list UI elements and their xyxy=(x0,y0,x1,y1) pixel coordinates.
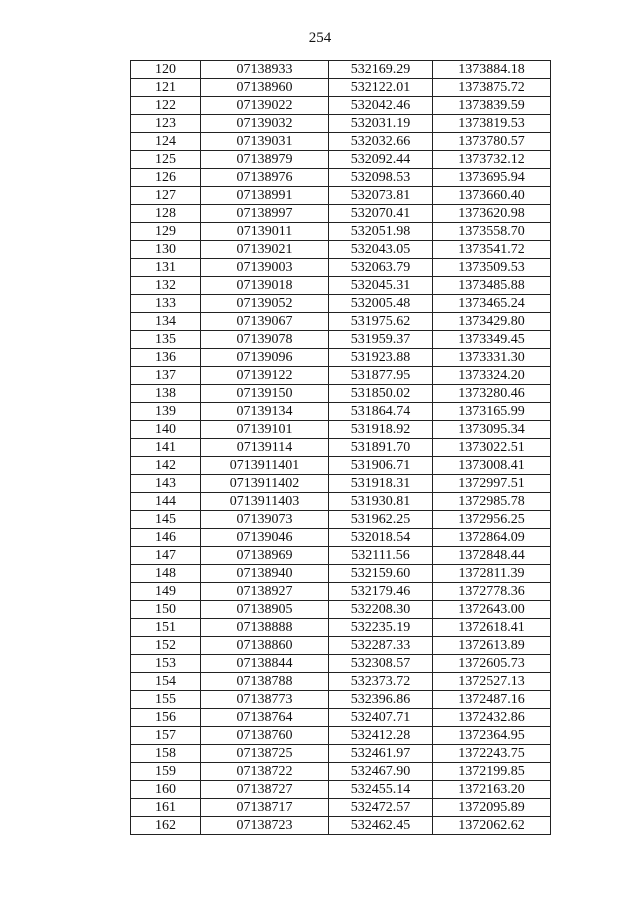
code-cell: 07138773 xyxy=(201,691,329,709)
x-coordinate-cell: 532472.57 xyxy=(329,799,433,817)
y-coordinate-cell: 1372811.39 xyxy=(433,565,551,583)
y-coordinate-cell: 1373509.53 xyxy=(433,259,551,277)
code-cell: 07138717 xyxy=(201,799,329,817)
table-row xyxy=(131,709,551,727)
code-cell: 0713911401 xyxy=(201,457,329,475)
coordinates-table xyxy=(130,60,551,835)
x-coordinate-cell: 532407.71 xyxy=(329,709,433,727)
code-cell: 07138844 xyxy=(201,655,329,673)
code-cell: 07138969 xyxy=(201,547,329,565)
x-coordinate-cell: 532208.30 xyxy=(329,601,433,619)
x-coordinate-cell: 531906.71 xyxy=(329,457,433,475)
point-number-cell: 122 xyxy=(131,97,201,115)
code-cell: 07138788 xyxy=(201,673,329,691)
point-number-cell: 140 xyxy=(131,421,201,439)
table-row xyxy=(131,151,551,169)
y-coordinate-cell: 1373732.12 xyxy=(433,151,551,169)
y-coordinate-cell: 1373695.94 xyxy=(433,169,551,187)
point-number-cell: 143 xyxy=(131,475,201,493)
point-number-cell: 154 xyxy=(131,673,201,691)
point-number-cell: 123 xyxy=(131,115,201,133)
table-row xyxy=(131,817,551,835)
y-coordinate-cell: 1373429.80 xyxy=(433,313,551,331)
y-coordinate-cell: 1373095.34 xyxy=(433,421,551,439)
code-cell: 07138997 xyxy=(201,205,329,223)
y-coordinate-cell: 1373331.30 xyxy=(433,349,551,367)
x-coordinate-cell: 531918.92 xyxy=(329,421,433,439)
point-number-cell: 160 xyxy=(131,781,201,799)
code-cell: 0713911402 xyxy=(201,475,329,493)
point-number-cell: 147 xyxy=(131,547,201,565)
x-coordinate-cell: 532179.46 xyxy=(329,583,433,601)
table-row xyxy=(131,115,551,133)
code-cell: 07138991 xyxy=(201,187,329,205)
table-row xyxy=(131,421,551,439)
x-coordinate-cell: 532018.54 xyxy=(329,529,433,547)
x-coordinate-cell: 532063.79 xyxy=(329,259,433,277)
point-number-cell: 131 xyxy=(131,259,201,277)
code-cell: 07138905 xyxy=(201,601,329,619)
code-cell: 07139018 xyxy=(201,277,329,295)
y-coordinate-cell: 1373165.99 xyxy=(433,403,551,421)
point-number-cell: 126 xyxy=(131,169,201,187)
x-coordinate-cell: 532467.90 xyxy=(329,763,433,781)
x-coordinate-cell: 532412.28 xyxy=(329,727,433,745)
point-number-cell: 155 xyxy=(131,691,201,709)
point-number-cell: 156 xyxy=(131,709,201,727)
x-coordinate-cell: 532373.72 xyxy=(329,673,433,691)
point-number-cell: 152 xyxy=(131,637,201,655)
point-number-cell: 132 xyxy=(131,277,201,295)
x-coordinate-cell: 532122.01 xyxy=(329,79,433,97)
table-row xyxy=(131,475,551,493)
x-coordinate-cell: 532169.29 xyxy=(329,61,433,79)
code-cell: 07139114 xyxy=(201,439,329,457)
table-row xyxy=(131,763,551,781)
table-row xyxy=(131,133,551,151)
code-cell: 07139021 xyxy=(201,241,329,259)
table-body xyxy=(131,61,551,835)
table-row xyxy=(131,727,551,745)
y-coordinate-cell: 1372618.41 xyxy=(433,619,551,637)
table-row xyxy=(131,403,551,421)
x-coordinate-cell: 532005.48 xyxy=(329,295,433,313)
point-number-cell: 133 xyxy=(131,295,201,313)
code-cell: 07138933 xyxy=(201,61,329,79)
code-cell: 0713911403 xyxy=(201,493,329,511)
code-cell: 07138940 xyxy=(201,565,329,583)
table-row xyxy=(131,205,551,223)
code-cell: 07139003 xyxy=(201,259,329,277)
x-coordinate-cell: 532045.31 xyxy=(329,277,433,295)
y-coordinate-cell: 1372643.00 xyxy=(433,601,551,619)
code-cell: 07138976 xyxy=(201,169,329,187)
y-coordinate-cell: 1372364.95 xyxy=(433,727,551,745)
code-cell: 07138725 xyxy=(201,745,329,763)
point-number-cell: 128 xyxy=(131,205,201,223)
table-row xyxy=(131,781,551,799)
code-cell: 07139032 xyxy=(201,115,329,133)
point-number-cell: 130 xyxy=(131,241,201,259)
y-coordinate-cell: 1372243.75 xyxy=(433,745,551,763)
code-cell: 07139150 xyxy=(201,385,329,403)
table-row xyxy=(131,799,551,817)
code-cell: 07139067 xyxy=(201,313,329,331)
x-coordinate-cell: 532461.97 xyxy=(329,745,433,763)
table-row xyxy=(131,61,551,79)
table-row xyxy=(131,331,551,349)
y-coordinate-cell: 1372613.89 xyxy=(433,637,551,655)
x-coordinate-cell: 532159.60 xyxy=(329,565,433,583)
code-cell: 07139011 xyxy=(201,223,329,241)
point-number-cell: 125 xyxy=(131,151,201,169)
y-coordinate-cell: 1372432.86 xyxy=(433,709,551,727)
x-coordinate-cell: 531959.37 xyxy=(329,331,433,349)
code-cell: 07138722 xyxy=(201,763,329,781)
table-row xyxy=(131,637,551,655)
point-number-cell: 138 xyxy=(131,385,201,403)
y-coordinate-cell: 1373884.18 xyxy=(433,61,551,79)
y-coordinate-cell: 1373485.88 xyxy=(433,277,551,295)
x-coordinate-cell: 532073.81 xyxy=(329,187,433,205)
x-coordinate-cell: 532070.41 xyxy=(329,205,433,223)
point-number-cell: 145 xyxy=(131,511,201,529)
point-number-cell: 141 xyxy=(131,439,201,457)
point-number-cell: 158 xyxy=(131,745,201,763)
point-number-cell: 121 xyxy=(131,79,201,97)
x-coordinate-cell: 531962.25 xyxy=(329,511,433,529)
point-number-cell: 153 xyxy=(131,655,201,673)
y-coordinate-cell: 1372605.73 xyxy=(433,655,551,673)
point-number-cell: 136 xyxy=(131,349,201,367)
page-number: 254 xyxy=(308,30,332,46)
table-row xyxy=(131,259,551,277)
table-row xyxy=(131,529,551,547)
y-coordinate-cell: 1372527.13 xyxy=(433,673,551,691)
y-coordinate-cell: 1373465.24 xyxy=(433,295,551,313)
code-cell: 07138727 xyxy=(201,781,329,799)
code-cell: 07139052 xyxy=(201,295,329,313)
y-coordinate-cell: 1373620.98 xyxy=(433,205,551,223)
code-cell: 07138723 xyxy=(201,817,329,835)
point-number-cell: 127 xyxy=(131,187,201,205)
table-row xyxy=(131,169,551,187)
y-coordinate-cell: 1372864.09 xyxy=(433,529,551,547)
code-cell: 07138860 xyxy=(201,637,329,655)
table-row xyxy=(131,79,551,97)
table-row xyxy=(131,493,551,511)
table-row xyxy=(131,241,551,259)
y-coordinate-cell: 1373875.72 xyxy=(433,79,551,97)
x-coordinate-cell: 531930.81 xyxy=(329,493,433,511)
y-coordinate-cell: 1373780.57 xyxy=(433,133,551,151)
x-coordinate-cell: 532042.46 xyxy=(329,97,433,115)
table-row xyxy=(131,97,551,115)
code-cell: 07138927 xyxy=(201,583,329,601)
y-coordinate-cell: 1372199.85 xyxy=(433,763,551,781)
code-cell: 07139022 xyxy=(201,97,329,115)
table-row xyxy=(131,313,551,331)
y-coordinate-cell: 1372163.20 xyxy=(433,781,551,799)
point-number-cell: 159 xyxy=(131,763,201,781)
point-number-cell: 144 xyxy=(131,493,201,511)
table-row xyxy=(131,619,551,637)
point-number-cell: 161 xyxy=(131,799,201,817)
x-coordinate-cell: 531891.70 xyxy=(329,439,433,457)
table-row xyxy=(131,223,551,241)
point-number-cell: 124 xyxy=(131,133,201,151)
y-coordinate-cell: 1373280.46 xyxy=(433,385,551,403)
coordinates-table-container xyxy=(130,60,551,835)
table-row xyxy=(131,547,551,565)
y-coordinate-cell: 1372062.62 xyxy=(433,817,551,835)
y-coordinate-cell: 1373558.70 xyxy=(433,223,551,241)
x-coordinate-cell: 532051.98 xyxy=(329,223,433,241)
point-number-cell: 135 xyxy=(131,331,201,349)
point-number-cell: 142 xyxy=(131,457,201,475)
x-coordinate-cell: 531918.31 xyxy=(329,475,433,493)
table-row xyxy=(131,187,551,205)
x-coordinate-cell: 532235.19 xyxy=(329,619,433,637)
y-coordinate-cell: 1373008.41 xyxy=(433,457,551,475)
x-coordinate-cell: 532043.05 xyxy=(329,241,433,259)
code-cell: 07139073 xyxy=(201,511,329,529)
y-coordinate-cell: 1373839.59 xyxy=(433,97,551,115)
point-number-cell: 151 xyxy=(131,619,201,637)
code-cell: 07138979 xyxy=(201,151,329,169)
table-row xyxy=(131,439,551,457)
code-cell: 07139134 xyxy=(201,403,329,421)
code-cell: 07138764 xyxy=(201,709,329,727)
point-number-cell: 148 xyxy=(131,565,201,583)
y-coordinate-cell: 1373819.53 xyxy=(433,115,551,133)
point-number-cell: 162 xyxy=(131,817,201,835)
point-number-cell: 150 xyxy=(131,601,201,619)
point-number-cell: 129 xyxy=(131,223,201,241)
code-cell: 07139101 xyxy=(201,421,329,439)
x-coordinate-cell: 532032.66 xyxy=(329,133,433,151)
y-coordinate-cell: 1372778.36 xyxy=(433,583,551,601)
code-cell: 07139122 xyxy=(201,367,329,385)
table-row xyxy=(131,565,551,583)
code-cell: 07139078 xyxy=(201,331,329,349)
table-row xyxy=(131,511,551,529)
x-coordinate-cell: 531850.02 xyxy=(329,385,433,403)
code-cell: 07138960 xyxy=(201,79,329,97)
table-row xyxy=(131,601,551,619)
point-number-cell: 146 xyxy=(131,529,201,547)
table-row xyxy=(131,673,551,691)
y-coordinate-cell: 1372095.89 xyxy=(433,799,551,817)
y-coordinate-cell: 1373660.40 xyxy=(433,187,551,205)
table-row xyxy=(131,655,551,673)
table-row xyxy=(131,583,551,601)
code-cell: 07139031 xyxy=(201,133,329,151)
y-coordinate-cell: 1372985.78 xyxy=(433,493,551,511)
point-number-cell: 157 xyxy=(131,727,201,745)
y-coordinate-cell: 1372956.25 xyxy=(433,511,551,529)
code-cell: 07138760 xyxy=(201,727,329,745)
y-coordinate-cell: 1372997.51 xyxy=(433,475,551,493)
x-coordinate-cell: 531923.88 xyxy=(329,349,433,367)
point-number-cell: 139 xyxy=(131,403,201,421)
code-cell: 07138888 xyxy=(201,619,329,637)
x-coordinate-cell: 532396.86 xyxy=(329,691,433,709)
y-coordinate-cell: 1372848.44 xyxy=(433,547,551,565)
point-number-cell: 149 xyxy=(131,583,201,601)
x-coordinate-cell: 531975.62 xyxy=(329,313,433,331)
point-number-cell: 137 xyxy=(131,367,201,385)
x-coordinate-cell: 532031.19 xyxy=(329,115,433,133)
x-coordinate-cell: 532455.14 xyxy=(329,781,433,799)
x-coordinate-cell: 532098.53 xyxy=(329,169,433,187)
x-coordinate-cell: 531864.74 xyxy=(329,403,433,421)
y-coordinate-cell: 1373349.45 xyxy=(433,331,551,349)
table-row xyxy=(131,457,551,475)
table-row xyxy=(131,349,551,367)
y-coordinate-cell: 1373022.51 xyxy=(433,439,551,457)
point-number-cell: 120 xyxy=(131,61,201,79)
table-row xyxy=(131,691,551,709)
table-row xyxy=(131,745,551,763)
x-coordinate-cell: 532287.33 xyxy=(329,637,433,655)
table-row xyxy=(131,277,551,295)
y-coordinate-cell: 1373541.72 xyxy=(433,241,551,259)
point-number-cell: 134 xyxy=(131,313,201,331)
code-cell: 07139096 xyxy=(201,349,329,367)
table-row xyxy=(131,295,551,313)
table-row xyxy=(131,367,551,385)
x-coordinate-cell: 532308.57 xyxy=(329,655,433,673)
y-coordinate-cell: 1373324.20 xyxy=(433,367,551,385)
x-coordinate-cell: 531877.95 xyxy=(329,367,433,385)
code-cell: 07139046 xyxy=(201,529,329,547)
x-coordinate-cell: 532111.56 xyxy=(329,547,433,565)
x-coordinate-cell: 532092.44 xyxy=(329,151,433,169)
table-row xyxy=(131,385,551,403)
y-coordinate-cell: 1372487.16 xyxy=(433,691,551,709)
x-coordinate-cell: 532462.45 xyxy=(329,817,433,835)
